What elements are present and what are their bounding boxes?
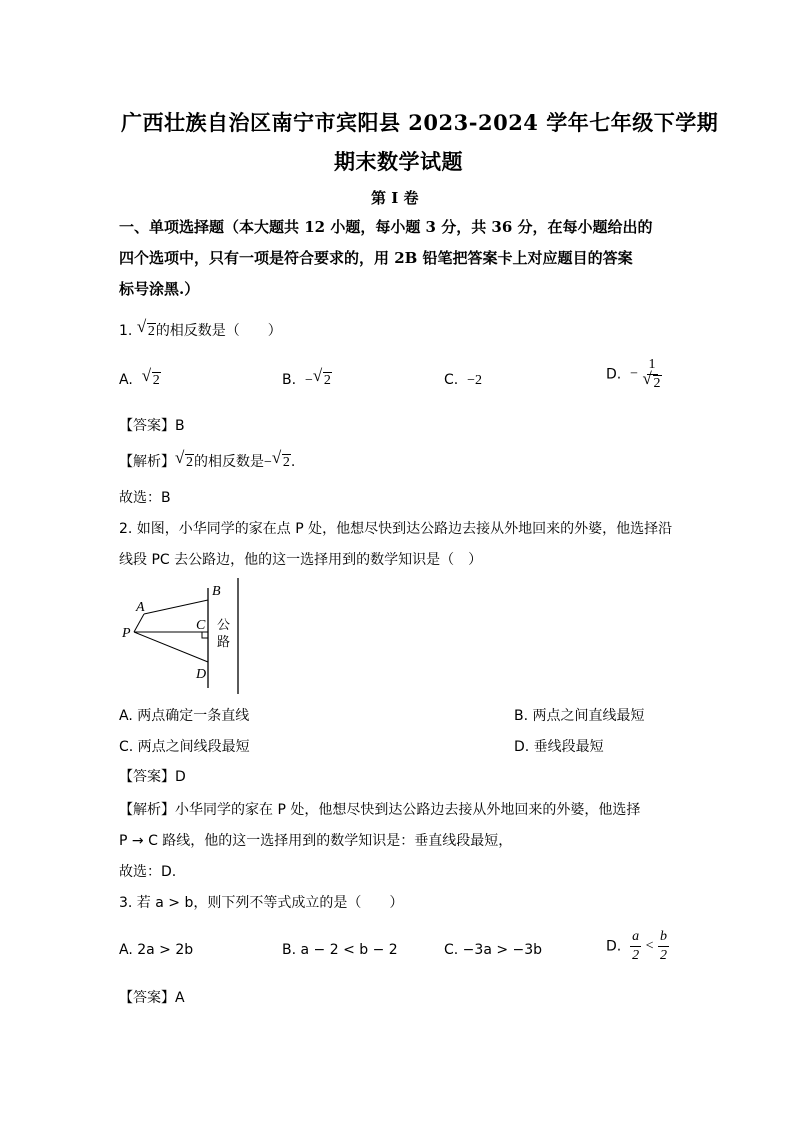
q1-conclusion: 故选：B: [119, 490, 171, 506]
question-2-stem-line1: 2. 如图，小华同学的家在点 P 处，他想尽快到达公路边去接从外地回来的外婆，他选择沿: [119, 521, 673, 537]
q1-option-d: D. − 1 √ 2: [606, 357, 661, 391]
question-3-stem: 3. 若 a > b，则下列不等式成立的是（ ）: [119, 895, 404, 911]
q2-option-b: B. 两点之间直线最短: [514, 708, 645, 724]
point-b-label: B: [212, 584, 221, 599]
q2-analysis-line1: 【解析】小华同学的家在 P 处，他想尽快到达公路边去接从外地回来的外婆，他选择: [119, 802, 641, 818]
point-a-label: A: [136, 600, 145, 615]
question-1-stem: [119, 317, 282, 342]
page-title: 广西壮族自治区南宁市宾阳县 2023-2024 学年七年级下学期: [121, 110, 719, 135]
road-diagram: [110, 574, 260, 698]
sqrt-expression: √ 2: [136, 317, 155, 339]
point-c-label: C: [196, 618, 206, 633]
section-instructions-line1: 一、单项选择题（本大题共 12 小题，每小题 3 分，共 36 分，在每小题给出的: [119, 218, 653, 236]
q1-option-c: C. −2: [444, 372, 483, 388]
q1-answer: 【答案】B: [119, 418, 185, 434]
q2-analysis-line2: P → C 路线，他的这一选择用到的数学知识是：垂直线段最短，: [119, 833, 513, 849]
q3-answer: 【答案】A: [119, 990, 185, 1006]
road-label-1: 公: [217, 618, 231, 633]
question-2-stem-line2: 线段 PC 去公路边，他的这一选择用到的数学知识是（ ）: [119, 552, 483, 568]
point-d-label: D: [196, 667, 207, 682]
q3-option-a: A. 2a > 2b: [119, 942, 194, 958]
point-p-label: P: [122, 626, 131, 641]
section-instructions-line2: 四个选项中，只有一项是符合要求的，用 2B 铅笔把答案卡上对应题目的答案: [119, 249, 633, 267]
q2-option-d: D. 垂线段最短: [514, 739, 604, 755]
section-instructions-line3: 标号涂黑.）: [119, 280, 200, 298]
q3-option-b: B. a − 2 < b − 2: [282, 942, 398, 958]
question-1-text: 的相反数是（ ）: [155, 323, 282, 339]
volume-heading: 第 I 卷: [371, 189, 419, 207]
q2-option-c: C. 两点之间线段最短: [119, 739, 250, 755]
q3-option-d: D. $\frac{a}{2}$ < $\frac{b}{2}$: [606, 929, 667, 963]
q2-conclusion: 故选：D.: [119, 864, 177, 880]
question-number: 1.: [119, 323, 133, 339]
q2-option-a: A. 两点确定一条直线: [119, 708, 250, 724]
q1-option-b: B. − √ 2: [282, 366, 331, 388]
q1-option-a: A. √ 2: [119, 366, 160, 388]
q2-answer: 【答案】D: [119, 769, 186, 785]
q1-analysis: 【解析】 √ 2的相反数是− √ 2.: [119, 448, 296, 470]
fraction: 1 √ 2: [642, 357, 661, 391]
road-label-2: 路: [217, 635, 231, 650]
q3-option-c: C. −3a > −3b: [444, 942, 543, 958]
page-title-line2: 期末数学试题: [334, 149, 463, 174]
